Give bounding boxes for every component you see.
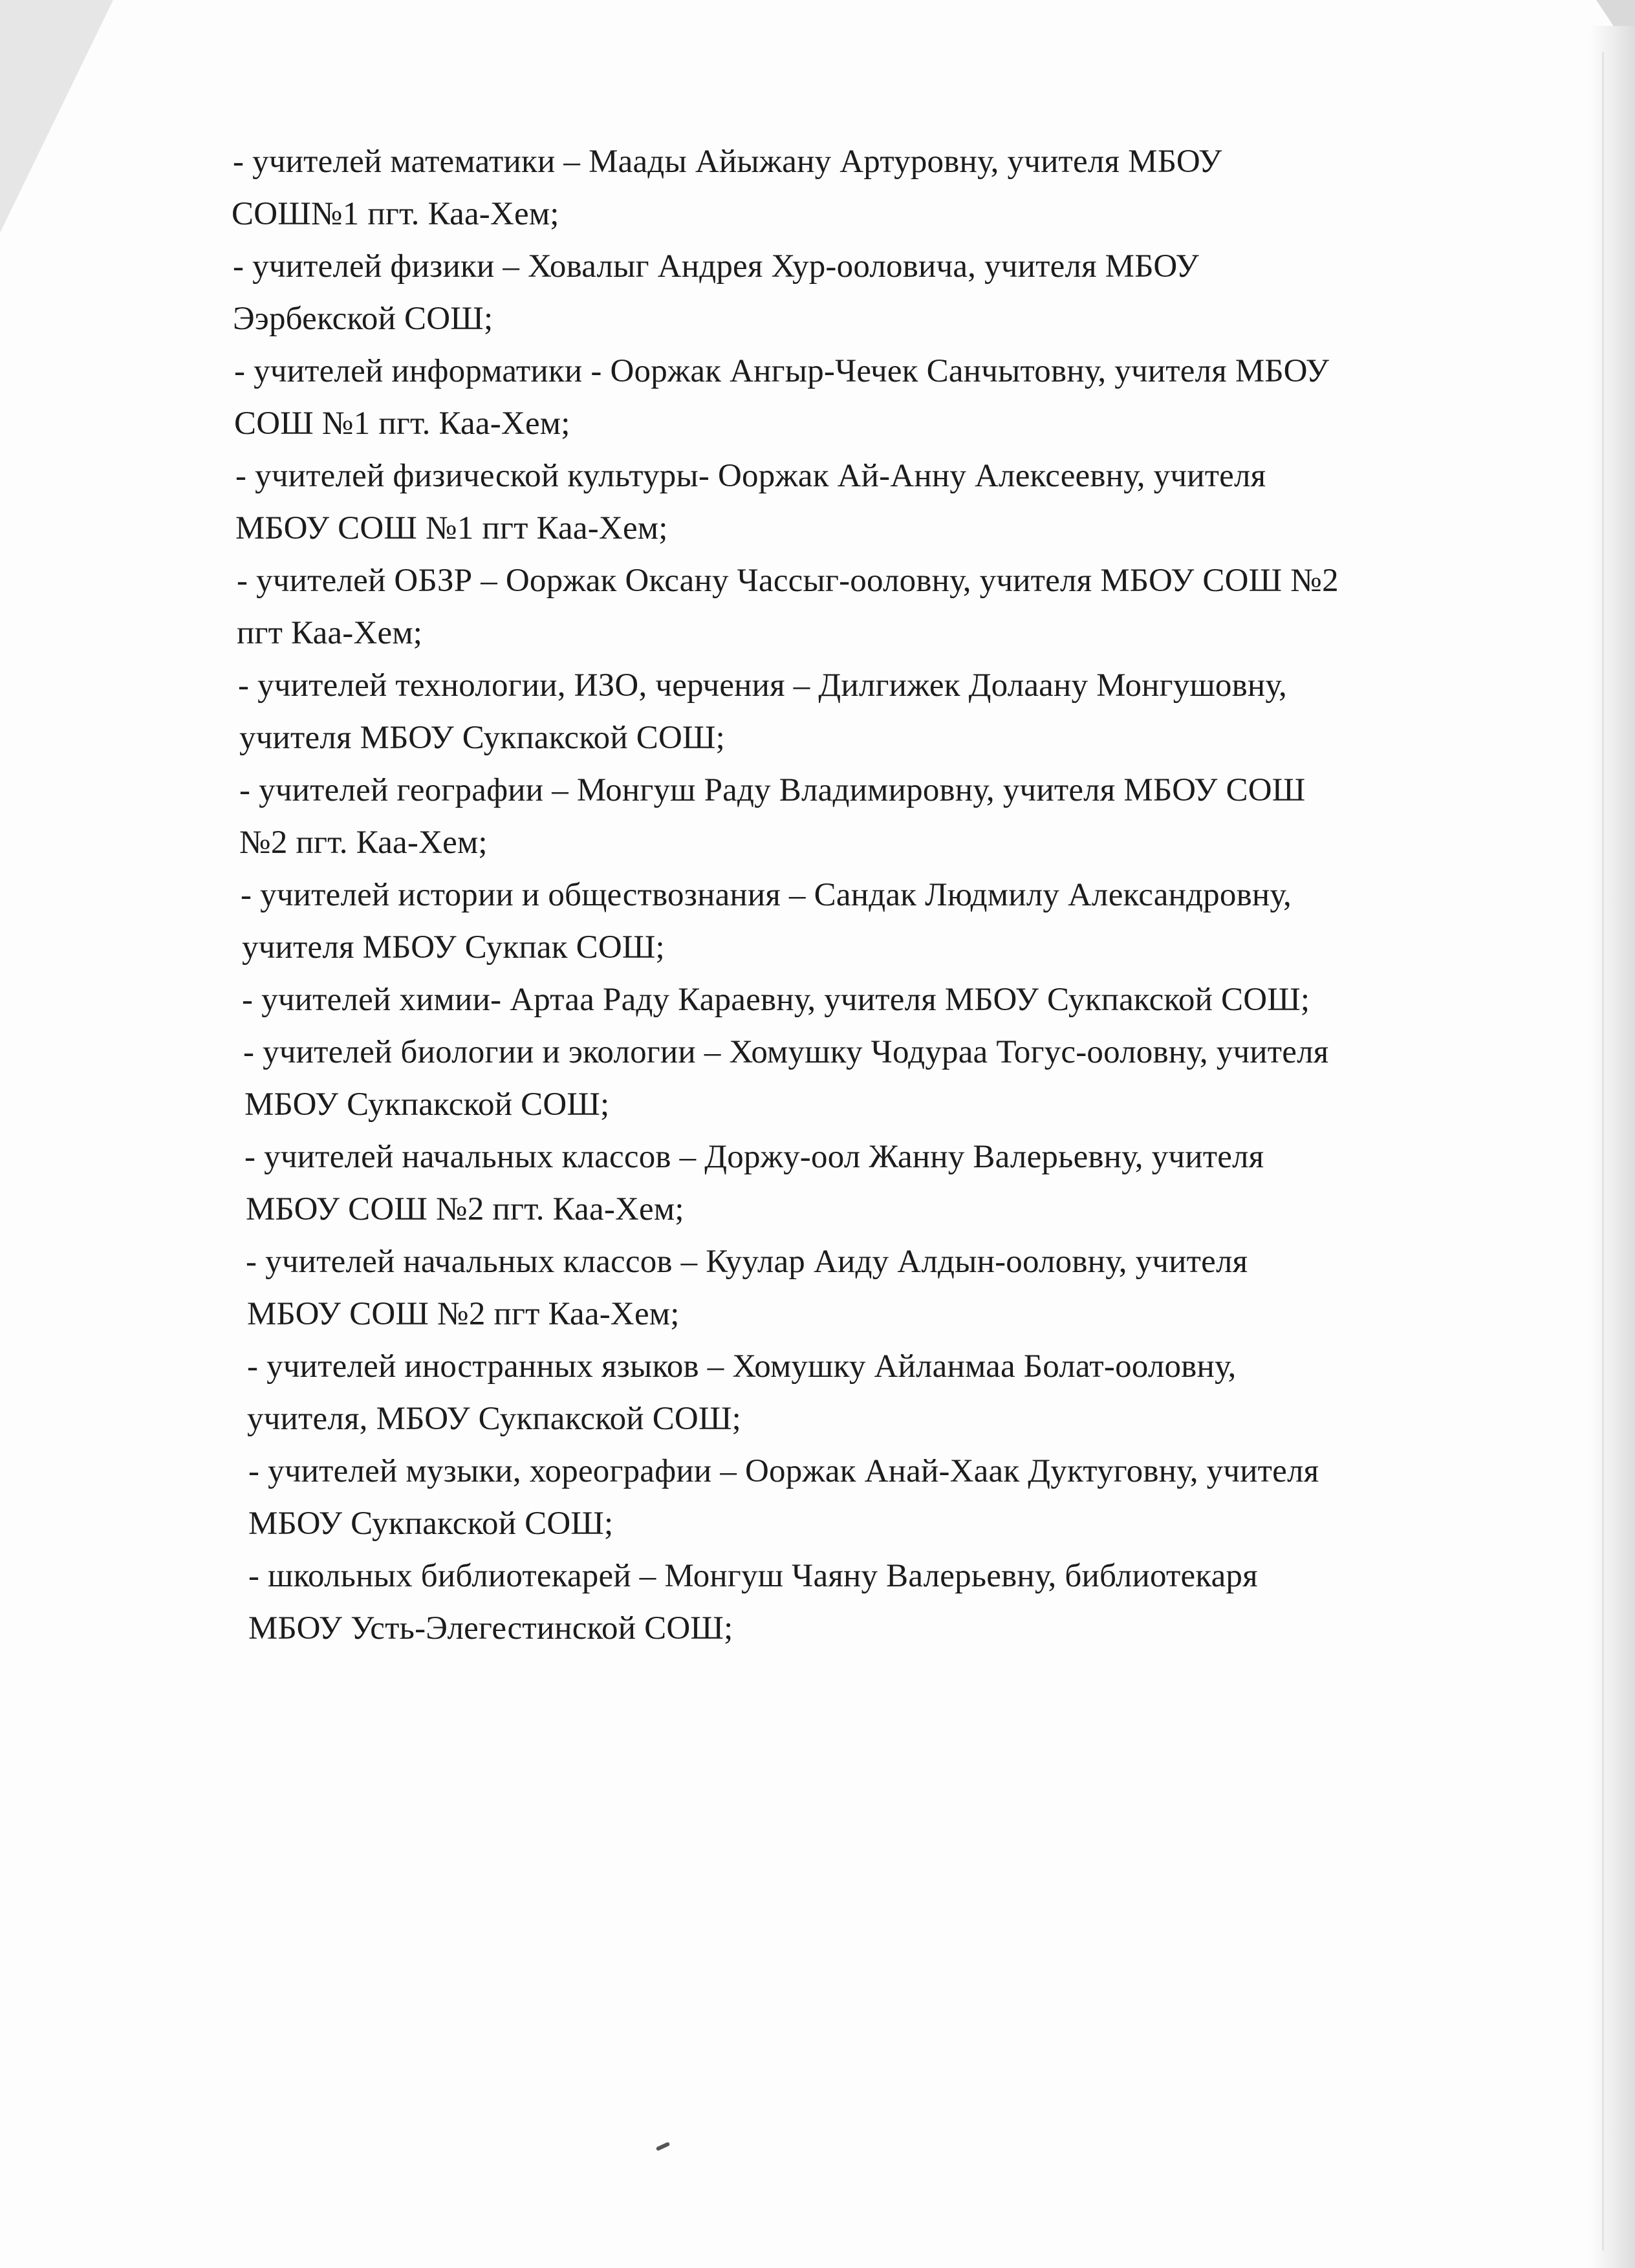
list-item-line: - учителей информатики - Ооржак Ангыр-Чечек Санчытовну, учителя МБОУ (234, 353, 1330, 389)
list-item-line: - учителей физики – Ховалыг Андрея Хур-ооловича, учителя МБОУ (233, 248, 1199, 285)
list-item-line: - учителей ОБЗР – Ооржак Оксану Чассыг-ооловну, учителя МБОУ СОШ №2 (237, 563, 1339, 599)
list-item (233, 1026, 1526, 1131)
list-item (233, 1341, 1526, 1445)
stray-ink-mark (656, 2142, 670, 2152)
list-item-line: МБОУ Сукпакской СОШ; (244, 1086, 610, 1123)
list-item-line: Ээрбекской СОШ; (233, 301, 493, 337)
list-item (233, 660, 1526, 764)
page-edge-shadow (1590, 26, 1635, 2268)
page-edge-line (1602, 52, 1604, 2251)
list-item-line: МБОУ Сукпакской СОШ; (248, 1506, 614, 1542)
list-item-line: СОШ№1 пгт. Каа-Хем; (232, 196, 559, 232)
list-item-line: - учителей географии – Монгуш Раду Владимировну, учителя МБОУ СОШ (239, 772, 1306, 808)
list-item (233, 1236, 1526, 1341)
list-item-line: МБОУ СОШ №2 пгт. Каа-Хем; (246, 1191, 684, 1227)
list-item-line: МБОУ Усть-Элегестинской СОШ; (248, 1610, 733, 1647)
list-item (233, 450, 1526, 555)
list-item (233, 345, 1526, 450)
list-item (233, 136, 1526, 241)
list-item-line: учителя, МБОУ Сукпакской СОШ; (247, 1401, 741, 1437)
list-item (233, 1445, 1526, 1550)
list-item-line: пгт Каа-Хем; (237, 615, 423, 651)
list-item-line: - учителей технологии, ИЗО, черчения – Дилгижек Долаану Монгушовну, (238, 667, 1287, 704)
list-item-line: - учителей начальных классов – Доржу-оол Жанну Валерьевну, учителя (244, 1139, 1264, 1175)
list-item-line: - учителей начальных классов – Куулар Аиду Алдын-ооловну, учителя (246, 1244, 1248, 1280)
list-item-line: - учителей химии- Артаа Раду Караевну, учителя МБОУ Сукпакской СОШ; (242, 982, 1310, 1018)
list-item-line: СОШ №1 пгт. Каа-Хем; (234, 405, 570, 442)
list-item (233, 974, 1526, 1026)
appointment-list (233, 136, 1526, 1655)
list-item-line: - учителей биологии и экологии – Хомушку Чодураа Тогус-ооловну, учителя (243, 1034, 1329, 1070)
list-item-line: - учителей физической культуры- Ооржак Ай-Анну Алексеевну, учителя (235, 458, 1266, 494)
list-item-line: №2 пгт. Каа-Хем; (239, 825, 488, 861)
list-item-line: - учителей истории и обществознания – Сандак Людмилу Александровну, (241, 877, 1292, 913)
list-item (233, 555, 1526, 660)
list-item-line: - школьных библиотекарей – Монгуш Чаяну Валерьевну, библиотекаря (248, 1558, 1258, 1594)
list-item (233, 241, 1526, 345)
folded-corner (0, 0, 113, 233)
list-item (233, 869, 1526, 974)
list-item-line: - учителей математики – Маады Айыжану Артуровну, учителя МБОУ (233, 144, 1222, 180)
list-item-line: учителя МБОУ Сукпакской СОШ; (239, 720, 726, 756)
list-item-line: - учителей иностранных языков – Хомушку Айланмаа Болат-ооловну, (247, 1348, 1237, 1385)
list-item-line: - учителей музыки, хореографии – Ооржак Анай-Хаак Дуктуговну, учителя (248, 1453, 1319, 1489)
list-item (233, 764, 1526, 869)
list-item-line: МБОУ СОШ №2 пгт Каа-Хем; (247, 1296, 680, 1332)
list-item (233, 1550, 1526, 1655)
list-item-line: МБОУ СОШ №1 пгт Каа-Хем; (235, 510, 668, 546)
list-item-line: учителя МБОУ Сукпак СОШ; (242, 929, 665, 966)
list-item (233, 1131, 1526, 1236)
